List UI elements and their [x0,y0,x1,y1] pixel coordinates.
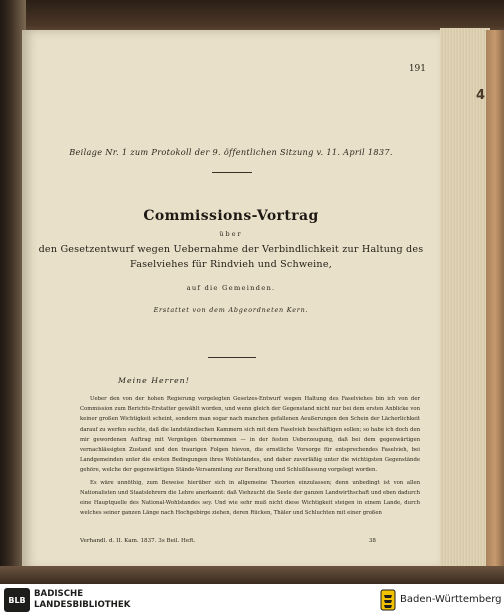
baden-wuerttemberg-crest-icon[interactable] [380,589,396,611]
tab-mark: 4 [476,88,486,103]
footer-sheet-number: 38 [368,538,376,544]
subtitle-line-2: Faselviehes für Rindvieh und Schweine, [130,259,332,270]
divider-rule [212,172,252,173]
divider-rule [208,357,256,358]
page-edges [440,28,490,578]
state-name[interactable]: Baden-Württemberg [400,594,502,605]
subtitle-line-1: den Gesetzentwurf wegen Uebernahme der Verbindlichkeit zur Haltung des [38,244,424,255]
document-subtitle [30,242,432,272]
footer-bar [0,584,504,616]
author-line: Erstattet von dem Abgeordneten Kern. [153,306,309,314]
page-number: 191 [408,64,426,74]
library-name-line-1: BADISCHE [34,589,84,599]
library-name[interactable] [34,589,130,611]
document-title: Commissions-Vortrag [143,208,319,224]
footer-signature: Verhandl. d. II. Kam. 1837. 3s Beil. Heft. [80,538,196,544]
blb-logo-icon[interactable]: BLB [4,588,30,612]
body-text [80,394,420,520]
book-cover-bottom [0,566,504,584]
library-name-line-2: LANDESBIBLIOTHEK [34,600,131,610]
document-page [22,30,440,570]
paragraph: Es wäre unnöthig, zum Beweise hierüber sich in allgemeine Theorien einzulassen; denn unbedingt ist von allen Nationalisten und Staatslehrern die Lehre anerkannt: daß Viehzucht die Seele der ganzen Landwirthschaft und eben dadurch eine Hauptquelle des National-Wohlstandes sey. Und wie sehr muß nicht diese Wichtigkeit steigen in einem Lande, durch welches seiner ganzen Länge nach Hochgebirge ziehen, deren Rücken, Thäler und Schluchten mit einer großen [80,479,420,517]
beilage-header: Beilage Nr. 1 zum Protokoll der 9. öffentlichen Sitzung v. 11. April 1837. [69,147,393,157]
salutation: Meine Herren! [118,376,190,385]
book-cover-right [486,30,504,584]
paragraph: Ueber den von der hohen Regierung vorgelegten Gesetzes-Entwurf wegen Haltung des Faselviehes bin ich von der Commission zum Berichts-Erstatter gewählt worden, und wenn gleich der Gegenstand nicht nur bei dem ersten Anblicke von keiner großen Wichtigkeit scheint, sondern man sogar nach manchen gefallenen Aeußerungen den Schein der Lächerlichkeit darauf zu werfen suchte, daß die landständischen Kammern sich mit dem Faselvieh beschäftigen sollen; so habe ich doch den mir gewordenen Auftrag mit Vergnügen übernommen — in der festen Ueberzeugung, daß bei dem gegenwärtigen vernachlässigten Zustand und den traurigen Folgen hievon, die ernstliche Vorsorge für entsprechendes Faselvieh, bei Landgemeinden unter die ersten Bedingungen ihres Wohlstandes, und daher zuverläßig unter die wichtigsten Gegenstände gehöre, welche der gegenwärtigen Stände-Versammlung zur Berathung und Schlußfassung vorgelegt worden. [80,396,420,474]
ueber-label: über [219,230,243,238]
gemeinden-line: auf die Gemeinden. [186,284,276,292]
